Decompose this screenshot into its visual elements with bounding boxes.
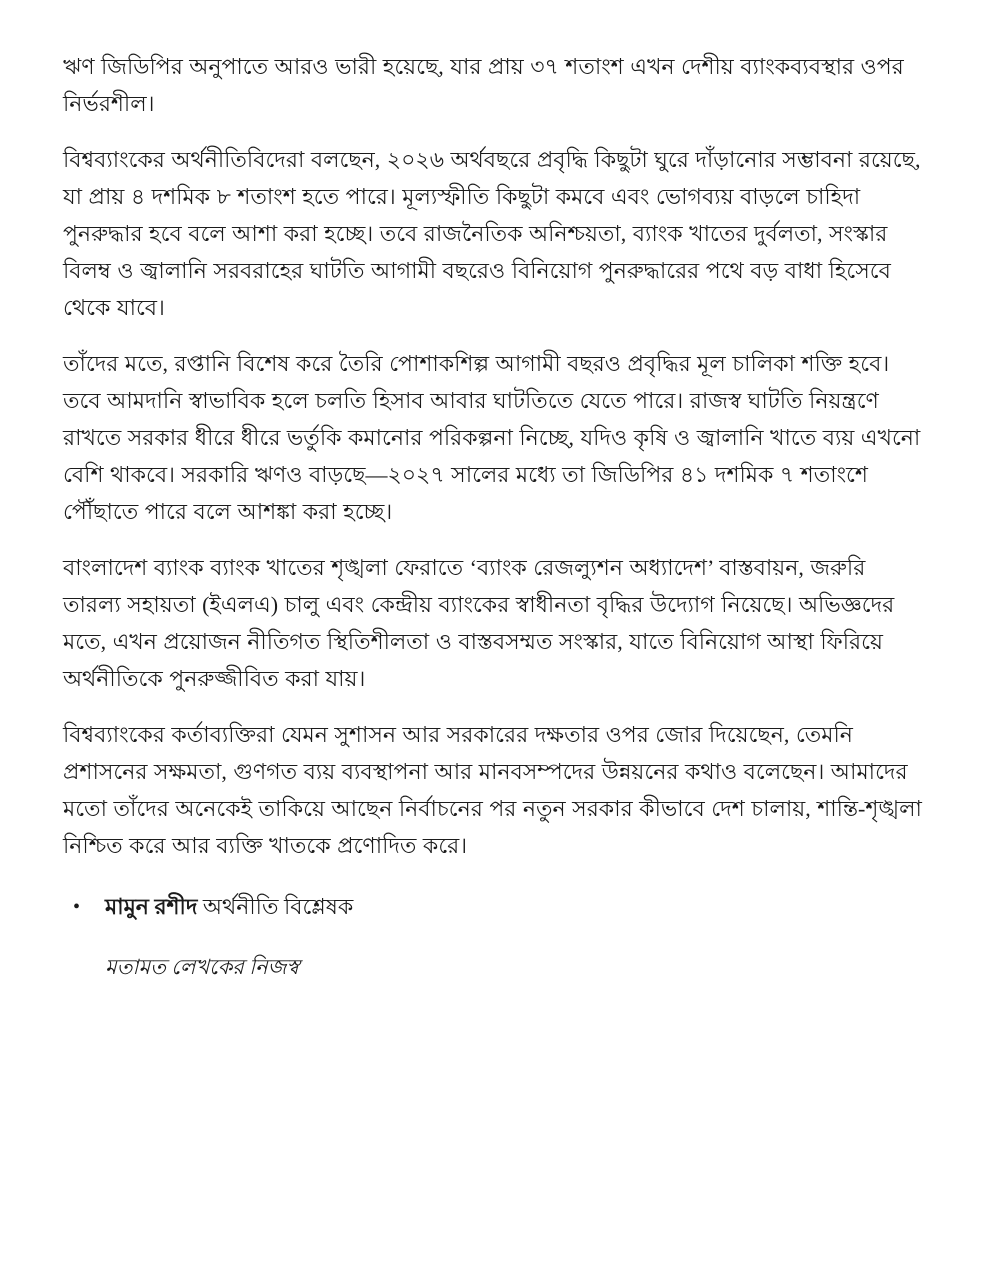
article-paragraph-4: বাংলাদেশ ব্যাংক ব্যাংক খাতের শৃঙ্খলা ফেরাতে ‘ব্যাংক রেজল্যুশন অধ্যাদেশ’ বাস্তবায়ন, জরুরি তারল্য সহায়তা (ইএলএ) চালু এবং কেন্দ্রীয় ব্যাংকের স্বাধীনতা বৃদ্ধির উদ্যোগ নিয়েছে। অভিজ্ঞদের মতে, এখন প্রয়োজন নীতিগত স্থিতিশীলতা ও বাস্তবসম্মত সংস্কার, যাতে বিনিয়োগ আস্থা ফিরিয়ে অর্থনীতিকে পুনরুজ্জীবিত করা যায়। [63,555,895,691]
author-byline [73,892,925,922]
author-title: অর্থনীতি বিশ্লেষক [197,894,354,919]
author-name: মামুন রশীদ [105,894,198,919]
article-paragraph-5: বিশ্বব্যাংকের কর্তাব্যক্তিরা যেমন সুশাসন আর সরকারের দক্ষতার ওপর জোর দিয়েছেন, তেমনি প্রশাসনের সক্ষমতা, গুণগত ব্যয় ব্যবস্থাপনা আর মানবসম্পদের উন্নয়নের কথাও বলেছেন। আমাদের মতো তাঁদের অনেকেই তাকিয়ে আছেন নির্বাচনের পর নতুন সরকার কীভাবে দেশ চালায়, শান্তি-শৃঙ্খলা নিশ্চিত করে আর ব্যক্তি খাতকে প্রণোদিত করে। [63,722,922,858]
article-body [63,48,925,982]
article-paragraph-2: বিশ্বব্যাংকের অর্থনীতিবিদেরা বলছেন, ২০২৬ অর্থবছরে প্রবৃদ্ধি কিছুটা ঘুরে দাঁড়ানোর সম্ভাবনা রয়েছে, যা প্রায় ৪ দশমিক ৮ শতাংশ হতে পারে। মূল্যস্ফীতি কিছুটা কমবে এবং ভোগব্যয় বাড়লে চাহিদা পুনরুদ্ধার হবে বলে আশা করা হচ্ছে। তবে রাজনৈতিক অনিশ্চয়তা, ব্যাংক খাতের দুর্বলতা, সংস্কার বিলম্ব ও জ্বালানি সরবরাহের ঘাটতি আগামী বছরেও বিনিয়োগ পুনরুদ্ধারের পথে বড় বাধা হিসেবে থেকে যাবে। [63,147,921,320]
article-paragraph-3: তাঁদের মতে, রপ্তানি বিশেষ করে তৈরি পোশাকশিল্প আগামী বছরও প্রবৃদ্ধির মূল চালিকা শক্তি হবে। তবে আমদানি স্বাভাবিক হলে চলতি হিসাব আবার ঘাটতিতে যেতে পারে। রাজস্ব ঘাটতি নিয়ন্ত্রণে রাখতে সরকার ধীরে ধীরে ভর্তুকি কমানোর পরিকল্পনা নিচ্ছে, যদিও কৃষি ও জ্বালানি খাতে ব্যয় এখনো বেশি থাকবে। সরকারি ঋণও বাড়ছে—২০২৭ সালের মধ্যে তা জিডিপির ৪১ দশমিক ৭ শতাংশে পৌঁছাতে পারে বলে আশঙ্কা করা হচ্ছে। [63,351,921,524]
article-paragraph-1: ঋণ জিডিপির অনুপাতে আরও ভারী হয়েছে, যার প্রায় ৩৭ শতাংশ এখন দেশীয় ব্যাংকব্যবস্থার ওপর নির্ভরশীল। [63,54,904,116]
byline-text [105,892,353,922]
opinion-disclaimer: মতামত লেখকের নিজস্ব [105,955,300,979]
bullet-marker: • [73,896,81,918]
